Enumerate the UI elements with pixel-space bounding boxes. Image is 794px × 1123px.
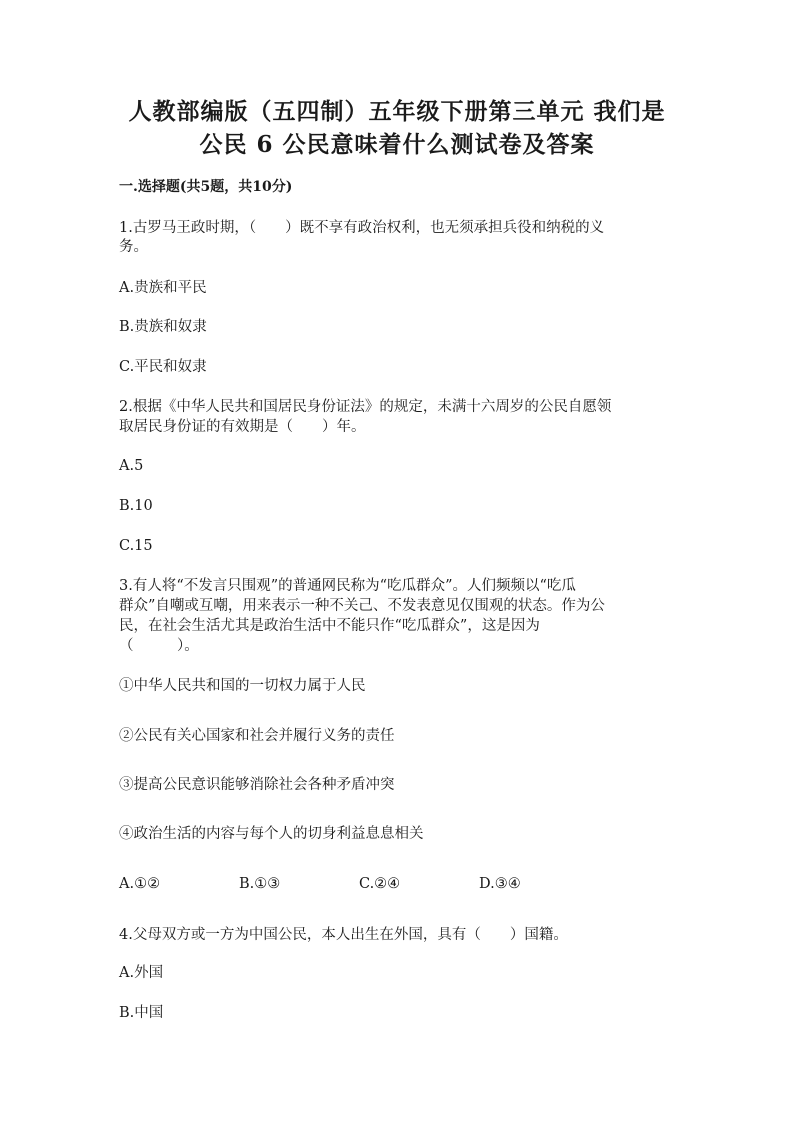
- question-4-stem-line-1: 4.父母双方或一方为中国公民，本人出生在外国，具有（ ）国籍。: [119, 927, 568, 943]
- question-2-stem-line-2: 取居民身份证的有效期是（ ）年。: [119, 419, 366, 435]
- document-title-line-2: 公民 6 公民意味着什么测试卷及答案: [199, 131, 595, 158]
- question-2-option-b: B.10: [119, 498, 153, 514]
- question-4-option-b: B.中国: [119, 1005, 164, 1021]
- question-3-option-a: A.①②: [119, 876, 161, 892]
- question-1-option-b: B.贵族和奴隶: [119, 319, 207, 335]
- question-1-option-c: C.平民和奴隶: [119, 359, 207, 375]
- question-4-option-a: A.外国: [119, 965, 164, 981]
- question-2-stem-line-1: 2.根据《中华人民共和国居民身份证法》的规定，未满十六周岁的公民自愿领: [119, 399, 612, 415]
- question-3-stem-line-2: 群众”自嘲或互嘲，用来表示一种不关己、不发表意见仅围观的状态。作为公: [119, 598, 605, 614]
- question-3-stem-line-4: （ ）。: [119, 638, 199, 654]
- question-3-stem-line-3: 民，在社会生活尤其是政治生活中不能只作“吃瓜群众”，这是因为: [119, 618, 540, 634]
- question-2-option-a: A.5: [119, 458, 144, 474]
- question-2-option-c: C.15: [119, 538, 153, 554]
- question-3-statement-3: ③提高公民意识能够消除社会各种矛盾冲突: [119, 777, 395, 793]
- question-3-option-d: D.③④: [479, 876, 521, 892]
- question-1-stem-line-2: 务。: [119, 239, 148, 255]
- question-3-statement-1: ①中华人民共和国的一切权力属于人民: [119, 678, 366, 694]
- question-3-statement-2: ②公民有关心国家和社会并履行义务的责任: [119, 728, 395, 744]
- section-heading: 一.选择题(共5题，共10分): [119, 179, 293, 195]
- document-title-line-1: 人教部编版（五四制）五年级下册第三单元 我们是: [128, 98, 666, 125]
- question-1-stem-line-1: 1.古罗马王政时期，（ ）既不享有政治权利，也无须承担兵役和纳税的义: [119, 220, 605, 236]
- question-3-option-c: C.②④: [359, 876, 401, 892]
- question-1-option-a: A.贵族和平民: [119, 280, 207, 296]
- question-3-statement-4: ④政治生活的内容与每个人的切身利益息息相关: [119, 826, 424, 842]
- question-3-option-b: B.①③: [239, 876, 281, 892]
- question-3-stem-line-1: 3.有人将“不发言只围观”的普通网民称为“吃瓜群众”。人们频频以“吃瓜: [119, 578, 576, 594]
